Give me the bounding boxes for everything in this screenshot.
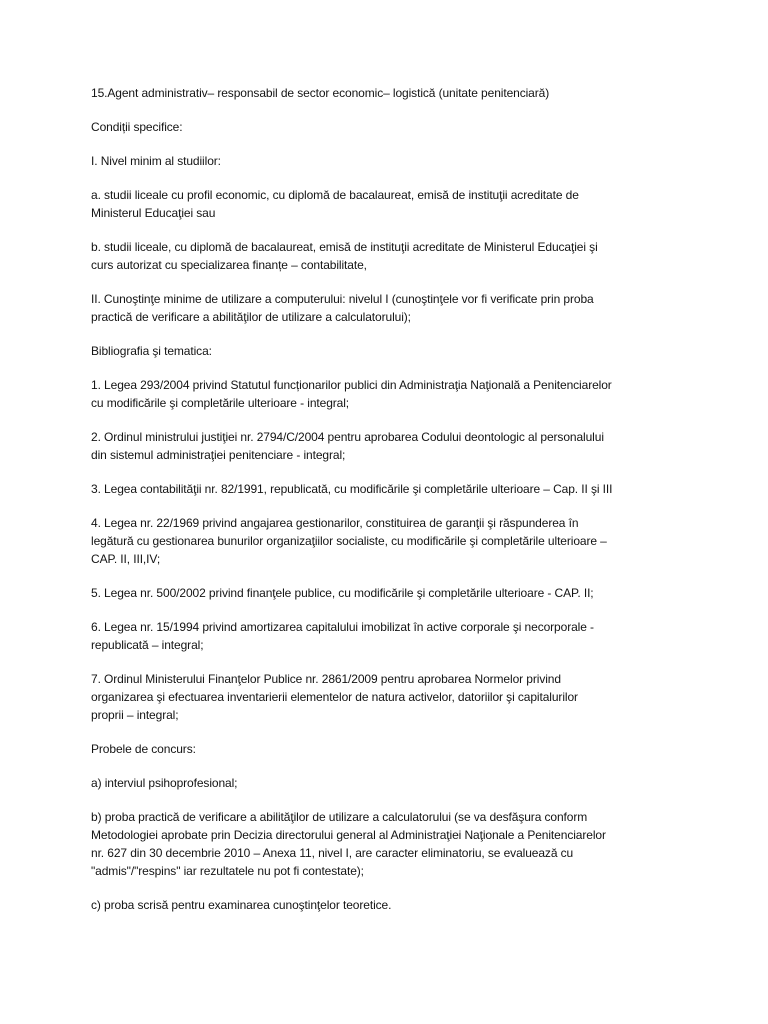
paragraph-exam-a: [91, 774, 691, 792]
text-line: organizarea şi efectuarea inventarierii elementelor de natura activelor, datoriilor şi capitalurilor: [91, 690, 578, 704]
text-line: Probele de concurs:: [91, 742, 196, 756]
paragraph-bib-7: [91, 670, 691, 724]
text-line: I. Nivel minim al studiilor:: [91, 154, 221, 168]
paragraph-conditions-heading: [91, 118, 691, 136]
text-line: 15.Agent administrativ– responsabil de sector economic– logistică (unitate penitenciară): [91, 86, 550, 100]
paragraph-bib-4: [91, 514, 691, 568]
text-line: Metodologiei aprobate prin Decizia directorului general al Administraţiei Naţionale a Penitenciarelor: [91, 828, 606, 842]
paragraph-exam-c: [91, 896, 691, 914]
paragraph-title: [91, 84, 691, 102]
text-line: CAP. II, III,IV;: [91, 552, 161, 566]
document-page: [91, 84, 691, 930]
text-line: 6. Legea nr. 15/1994 privind amortizarea capitalului imobilizat în active corporale şi necorporale -: [91, 620, 594, 634]
paragraph-bibliography-heading: [91, 342, 691, 360]
text-line: curs autorizat cu specializarea finanțe – contabilitate,: [91, 258, 367, 272]
paragraph-bib-3: [91, 480, 691, 498]
paragraph-studies-a: [91, 186, 691, 222]
text-line: b) proba practică de verificare a abilităţilor de utilizare a calculatorului (se va desfăşura conform: [91, 810, 588, 824]
paragraph-computer-skills: [91, 290, 691, 326]
paragraph-bib-6: [91, 618, 691, 654]
text-line: republicată – integral;: [91, 638, 204, 652]
text-line: II. Cunoştinţe minime de utilizare a computerului: nivelul I (cunoştinţele vor fi verificate prin proba: [91, 292, 594, 306]
paragraph-studies-heading: [91, 152, 691, 170]
text-line: "admis"/"respins" iar rezultatele nu pot fi contestate);: [91, 864, 364, 878]
text-line: practică de verificare a abilităţilor de utilizare a calculatorului);: [91, 310, 411, 324]
paragraph-bib-1: [91, 376, 691, 412]
text-line: b. studii liceale, cu diplomă de bacalaureat, emisă de instituţii acreditate de Ministerul Educaţiei şi: [91, 240, 598, 254]
text-line: 3. Legea contabilităţii nr. 82/1991, republicată, cu modificările şi completările ulterioare – Cap. II şi III: [91, 482, 613, 496]
text-line: Condiții specifice:: [91, 120, 183, 134]
paragraph-exam-b: [91, 808, 691, 880]
text-line: 5. Legea nr. 500/2002 privind finanţele publice, cu modificările şi completările ulterioare - CAP. II;: [91, 586, 594, 600]
text-line: Bibliografia şi tematica:: [91, 344, 212, 358]
text-line: legătură cu gestionarea bunurilor organizaţiilor socialiste, cu modificările şi completările ulterioare –: [91, 534, 607, 548]
text-line: proprii – integral;: [91, 708, 179, 722]
text-line: c) proba scrisă pentru examinarea cunoştinţelor teoretice.: [91, 898, 392, 912]
text-line: 7. Ordinul Ministerului Finanţelor Publice nr. 2861/2009 pentru aprobarea Normelor privind: [91, 672, 561, 686]
text-line: Ministerul Educaţiei sau: [91, 206, 216, 220]
text-line: a) interviul psihoprofesional;: [91, 776, 238, 790]
text-line: 1. Legea 293/2004 privind Statutul funcționarilor publici din Administraţia Naţională a Penitenciarelor: [91, 378, 612, 392]
text-line: cu modificările şi completările ulterioare - integral;: [91, 396, 350, 410]
text-line: a. studii liceale cu profil economic, cu diplomă de bacalaureat, emisă de instituţii acreditate de: [91, 188, 579, 202]
text-line: 4. Legea nr. 22/1969 privind angajarea gestionarilor, constituirea de garanţii şi răspunderea în: [91, 516, 579, 530]
paragraph-bib-5: [91, 584, 691, 602]
paragraph-bib-2: [91, 428, 691, 464]
text-line: nr. 627 din 30 decembrie 2010 – Anexa 11, nivel I, are caracter eliminatoriu, se evaluează cu: [91, 846, 574, 860]
text-line: 2. Ordinul ministrului justiţiei nr. 2794/C/2004 pentru aprobarea Codului deontologic al personalului: [91, 430, 604, 444]
text-line: din sistemul administraţiei penitenciare - integral;: [91, 448, 346, 462]
paragraph-studies-b: [91, 238, 691, 274]
paragraph-exams-heading: [91, 740, 691, 758]
